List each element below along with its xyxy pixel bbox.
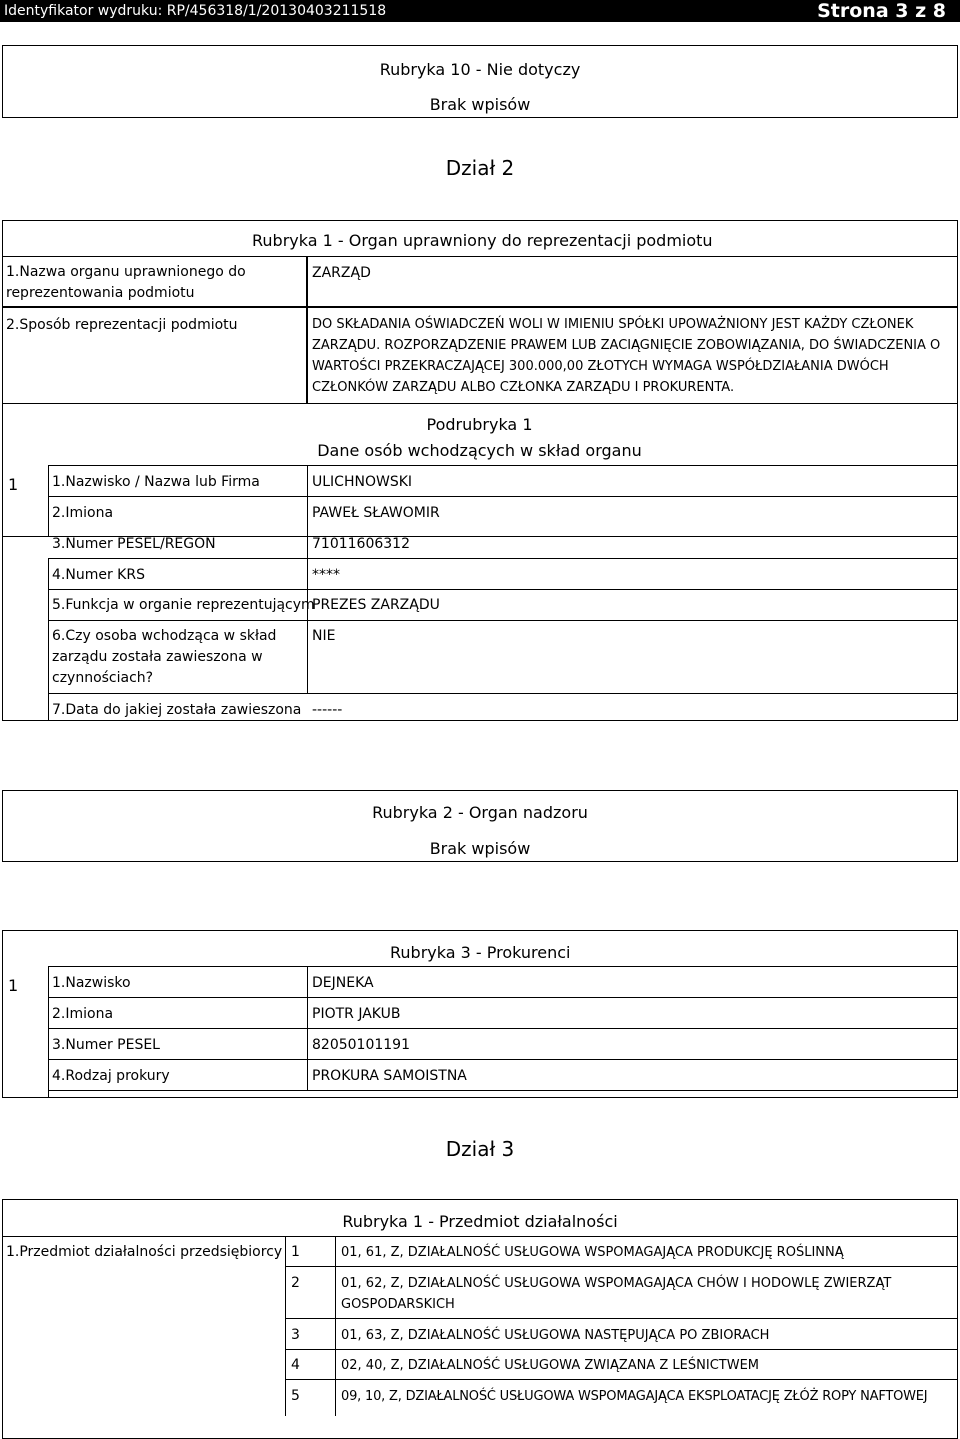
print-id: Identyfikator wydruku: RP/456318/1/20130403211518 bbox=[4, 3, 387, 19]
index-divider bbox=[48, 465, 49, 537]
prok-pesel-value: 82050101191 bbox=[312, 1037, 410, 1053]
nazwa-label: 1.Nazwa organu uprawnionego do reprezentowania podmiotu bbox=[6, 264, 246, 301]
prok-nazwisko-label: 1.Nazwisko bbox=[52, 975, 131, 991]
prok-nazwisko-value: DEJNEKA bbox=[312, 975, 374, 991]
row-line bbox=[48, 620, 958, 621]
rubryka10-empty: Brak wpisów bbox=[429, 95, 531, 114]
funkcja-label: 5.Funkcja w organie reprezentującym bbox=[52, 597, 315, 613]
nazwisko-value: ULICHNOWSKI bbox=[312, 474, 413, 490]
row-line bbox=[48, 1028, 958, 1029]
index-divider bbox=[48, 558, 49, 721]
rubryka2-empty: Brak wpisów bbox=[429, 839, 531, 858]
prok-pesel-label: 3.Numer PESEL bbox=[52, 1037, 160, 1053]
imiona-value: PAWEŁ SŁAWOMIR bbox=[312, 505, 440, 521]
nazwisko-label: 1.Nazwisko / Nazwa lub Firma bbox=[52, 474, 260, 490]
data-value: ------ bbox=[312, 702, 343, 718]
row-line bbox=[48, 496, 958, 497]
prok-imiona-label: 2.Imiona bbox=[52, 1006, 114, 1022]
rubryka3-title: Rubryka 3 - Prokurenci bbox=[390, 943, 571, 962]
row-line bbox=[48, 1059, 958, 1060]
przedmiot-item: 01, 63, Z, DZIAŁALNOŚĆ USŁUGOWA NASTĘPUJĄCA PO ZBIORACH bbox=[341, 1328, 770, 1343]
prok-rodzaj-label: 4.Rodzaj prokury bbox=[52, 1068, 170, 1084]
nazwa-value: ZARZĄD bbox=[312, 265, 371, 281]
podrubryka-title: Podrubryka 1 bbox=[426, 415, 533, 434]
przedmiot-num: 4 bbox=[291, 1357, 300, 1373]
rubryka1-title: Rubryka 1 - Organ uprawniony do reprezentacji podmiotu bbox=[252, 231, 713, 250]
przedmiot-item: 01, 61, Z, DZIAŁALNOŚĆ USŁUGOWA WSPOMAGAJĄCA PRODUKCJĘ ROŚLINNĄ bbox=[341, 1245, 844, 1260]
przedmiot-item: 01, 62, Z, DZIAŁALNOŚĆ USŁUGOWA WSPOMAGAJĄCA CHÓW I HODOWLĘ ZWIERZĄT GOSPODARSKICH bbox=[341, 1276, 892, 1312]
przedmiot-num: 3 bbox=[291, 1327, 300, 1343]
row-line bbox=[285, 1318, 958, 1319]
label-divider bbox=[285, 1236, 286, 1416]
num-divider bbox=[335, 1236, 336, 1416]
sposob-value: DO SKŁADANIA OŚWIADCZEŃ WOLI W IMIENIU SPÓŁKI UPOWAŻNIONY JEST KAŻDY CZŁONEK ZARZĄDU. ROZPORZĄDZENIE PRAWEM LUB ZACIĄGNIĘCIE ZOBOWIĄZANIA, DO ŚWIADCZENIA O WARTOŚCI PRZEKRACZAJĄCEJ 300.000,00 ZŁOTYCH WYMAGA WSPÓŁDZIAŁANIA DWÓCH CZŁONKÓW ZARZĄDU ALBO CZŁONKA ZARZĄDU I PROKURENTA. bbox=[312, 317, 941, 395]
row-line bbox=[285, 1379, 958, 1380]
dzial2-title: Dział 2 bbox=[445, 156, 515, 180]
row-line bbox=[285, 1349, 958, 1350]
krs-label: 4.Numer KRS bbox=[52, 567, 145, 583]
rubryka10-title: Rubryka 10 - Nie dotyczy bbox=[379, 60, 581, 79]
row-line bbox=[48, 1090, 958, 1091]
pesel-label: 3.Numer PESEL/REGON bbox=[52, 536, 216, 552]
row-line bbox=[48, 997, 958, 998]
print-header bbox=[0, 0, 960, 22]
imiona-label: 2.Imiona bbox=[52, 505, 114, 521]
sposob-label: 2.Sposób reprezentacji podmiotu bbox=[6, 317, 238, 333]
zawieszona-label: 6.Czy osoba wchodząca w skład zarządu została zawieszona w czynnościach? bbox=[52, 628, 277, 686]
row-line bbox=[285, 1266, 958, 1267]
przedmiot-num: 2 bbox=[291, 1275, 300, 1291]
person-index: 1 bbox=[8, 475, 19, 494]
row-line bbox=[48, 966, 958, 967]
d3-rubryka1-title: Rubryka 1 - Przedmiot działalności bbox=[342, 1212, 618, 1231]
nazwa-value-cell bbox=[307, 256, 958, 307]
page-number: Strona 3 z 8 bbox=[817, 0, 946, 22]
funkcja-value: PREZES ZARZĄDU bbox=[312, 597, 440, 613]
podrubryka-subtitle: Dane osób wchodzących w skład organu bbox=[317, 441, 642, 460]
krs-value: **** bbox=[312, 567, 340, 583]
przedmiot-num: 1 bbox=[291, 1244, 300, 1260]
przedmiot-item: 02, 40, Z, DZIAŁALNOŚĆ USŁUGOWA ZWIĄZANA Z LEŚNICTWEM bbox=[341, 1358, 759, 1373]
row-line bbox=[48, 693, 958, 694]
prokurent-index: 1 bbox=[8, 976, 19, 995]
row-line bbox=[48, 465, 958, 466]
row-line bbox=[2, 1236, 958, 1237]
value-divider bbox=[307, 465, 308, 693]
prok-imiona-value: PIOTR JAKUB bbox=[312, 1006, 401, 1022]
przedmiot-label: 1.Przedmiot działalności przedsiębiorcy bbox=[6, 1244, 283, 1260]
przedmiot-item: 09, 10, Z, DZIAŁALNOŚĆ USŁUGOWA WSPOMAGAJĄCA EKSPLOATACJĘ ZŁÓŻ ROPY NAFTOWEJ bbox=[341, 1389, 928, 1404]
data-label: 7.Data do jakiej została zawieszona bbox=[52, 702, 302, 718]
prok-rodzaj-value: PROKURA SAMOISTNA bbox=[312, 1068, 467, 1084]
dzial3-title: Dział 3 bbox=[445, 1137, 515, 1161]
row-line bbox=[48, 589, 958, 590]
index-divider bbox=[48, 966, 49, 1098]
pesel-value: 71011606312 bbox=[312, 536, 410, 552]
row-line bbox=[48, 558, 958, 559]
zawieszona-value: NIE bbox=[312, 628, 336, 644]
rubryka2-title: Rubryka 2 - Organ nadzoru bbox=[372, 803, 588, 822]
przedmiot-num: 5 bbox=[291, 1388, 300, 1404]
